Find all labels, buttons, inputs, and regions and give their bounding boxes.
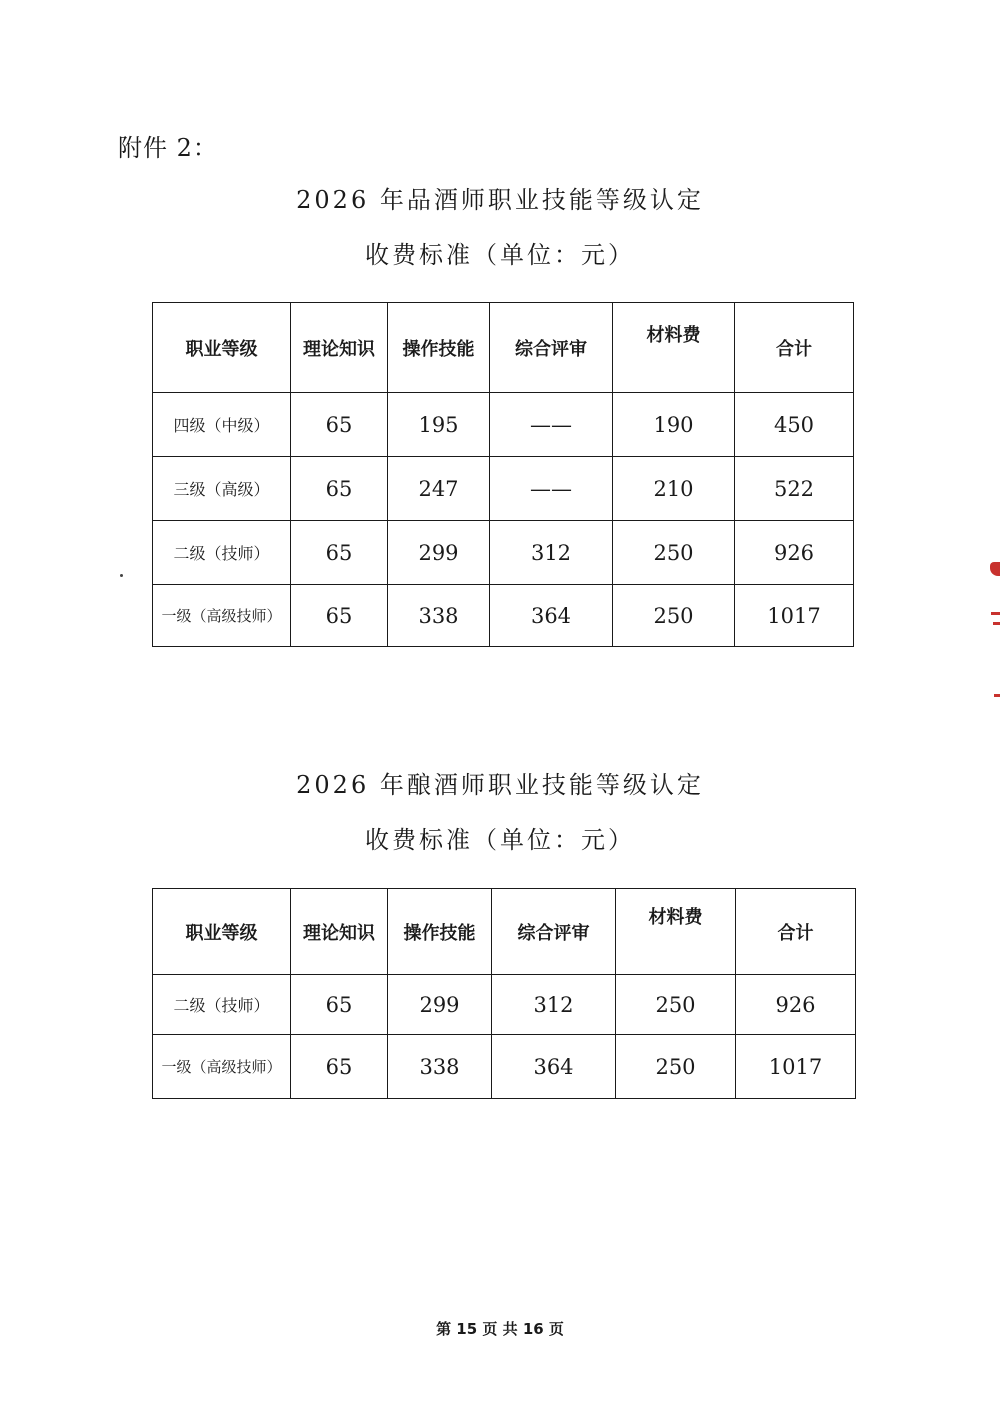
material-cell: 250 [616, 975, 736, 1035]
theory-cell: 65 [291, 585, 388, 647]
header-review: 综合评审 [490, 303, 613, 393]
header-level: 职业等级 [153, 889, 291, 975]
stamp-edge-mark [991, 612, 1000, 615]
table2-subtitle: 收费标准（单位：元） [365, 826, 635, 854]
header-practical: 操作技能 [388, 889, 492, 975]
level-cell: 一级（高级技师） [153, 585, 291, 647]
header-material: 材料费 [616, 889, 736, 975]
table1-subtitle: 收费标准（单位：元） [365, 241, 635, 269]
total-cell: 926 [735, 521, 854, 585]
review-cell: 364 [490, 585, 613, 647]
table-row [153, 457, 854, 521]
material-cell: 190 [613, 393, 735, 457]
total-cell: 1017 [735, 585, 854, 647]
review-cell: 364 [492, 1035, 616, 1099]
fee-table-sommelier [152, 302, 854, 647]
theory-cell: 65 [291, 521, 388, 585]
header-practical: 操作技能 [388, 303, 490, 393]
material-cell: 250 [616, 1035, 736, 1099]
level-cell: 三级（高级） [153, 457, 291, 521]
material-cell: 210 [613, 457, 735, 521]
material-cell: 250 [613, 585, 735, 647]
practical-cell: 338 [388, 1035, 492, 1099]
theory-cell: 65 [291, 457, 388, 521]
table1-title: 2026 年品酒师职业技能等级认定 [296, 186, 704, 214]
level-cell: 二级（技师） [153, 975, 291, 1035]
header-level: 职业等级 [153, 303, 291, 393]
header-theory: 理论知识 [291, 889, 388, 975]
review-cell: 312 [490, 521, 613, 585]
table-row [153, 1035, 856, 1099]
table-row [153, 521, 854, 585]
attachment-label: 附件 2： [118, 134, 218, 162]
table-row [153, 585, 854, 647]
practical-cell: 338 [388, 585, 490, 647]
total-cell: 522 [735, 457, 854, 521]
theory-cell: 65 [291, 393, 388, 457]
header-review: 综合评审 [492, 889, 616, 975]
practical-cell: 247 [388, 457, 490, 521]
total-cell: 450 [735, 393, 854, 457]
header-total: 合计 [736, 889, 856, 975]
level-cell: 四级（中级） [153, 393, 291, 457]
level-cell: 一级（高级技师） [153, 1035, 291, 1099]
level-cell: 二级（技师） [153, 521, 291, 585]
header-theory: 理论知识 [291, 303, 388, 393]
header-material: 材料费 [613, 303, 735, 393]
table2-title: 2026 年酿酒师职业技能等级认定 [296, 771, 704, 799]
scan-speck [120, 574, 123, 577]
table-row [153, 975, 856, 1035]
review-cell: —— [490, 393, 613, 457]
header-total: 合计 [735, 303, 854, 393]
total-cell: 1017 [736, 1035, 856, 1099]
table-row [153, 393, 854, 457]
stamp-edge-mark [993, 622, 1000, 625]
practical-cell: 299 [388, 521, 490, 585]
stamp-edge-mark [990, 562, 1000, 576]
theory-cell: 65 [291, 1035, 388, 1099]
table-header-row [153, 303, 854, 393]
review-cell: —— [490, 457, 613, 521]
stamp-edge-mark [994, 694, 1000, 697]
page-footer: 第 15 页 共 16 页 [436, 1320, 564, 1338]
total-cell: 926 [736, 975, 856, 1035]
material-cell: 250 [613, 521, 735, 585]
practical-cell: 195 [388, 393, 490, 457]
fee-table-brewer [152, 888, 856, 1099]
review-cell: 312 [492, 975, 616, 1035]
theory-cell: 65 [291, 975, 388, 1035]
table-header-row [153, 889, 856, 975]
practical-cell: 299 [388, 975, 492, 1035]
